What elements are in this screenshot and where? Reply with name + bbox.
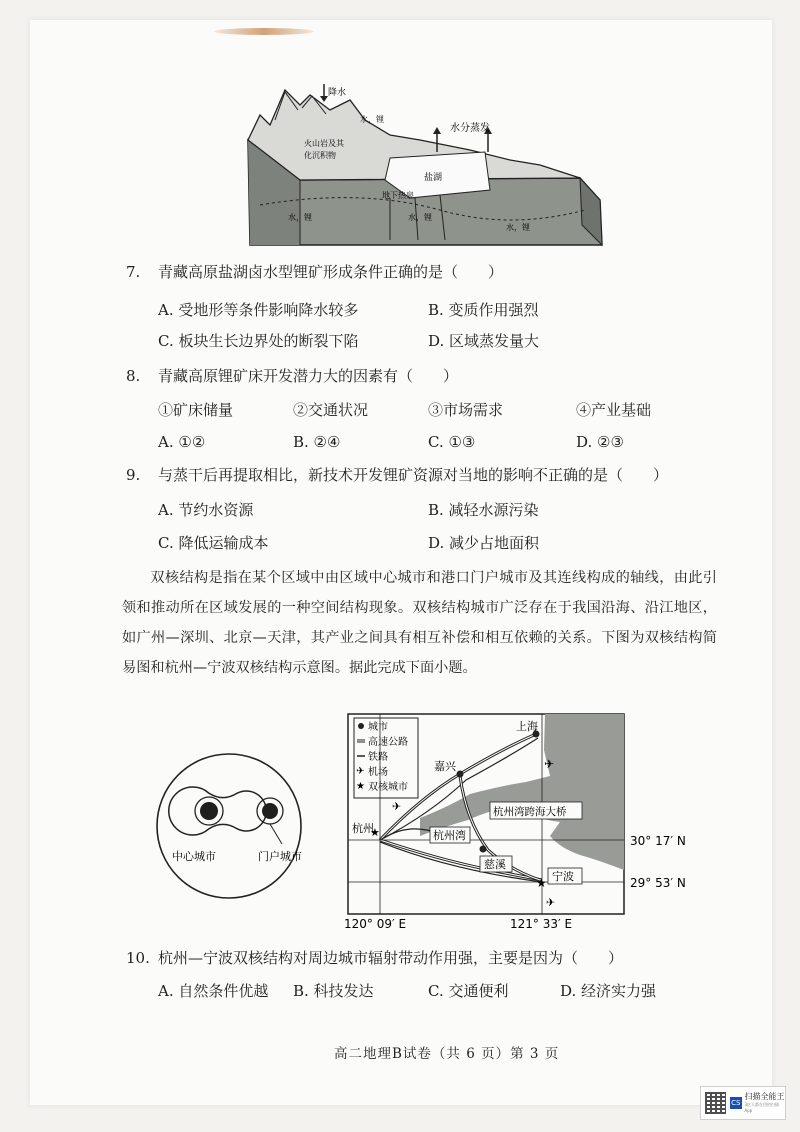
- q8-factor-2: ②交通状况: [293, 401, 369, 419]
- dual-core-schematic: [140, 740, 320, 925]
- label-evaporation: 水分蒸发: [450, 123, 490, 134]
- lat-bottom-label: 29° 53′ N: [630, 876, 686, 890]
- question-8-number: 8.: [126, 367, 141, 385]
- q9-option-a[interactable]: A. 节约水资源: [158, 501, 254, 519]
- q7-option-c[interactable]: C. 板块生长边界处的断裂下陷: [158, 332, 359, 350]
- scanner-badge: [700, 1086, 786, 1120]
- q8-option-b[interactable]: B. ②④: [293, 433, 341, 451]
- q9-option-b[interactable]: B. 减轻水源污染: [428, 501, 539, 519]
- legend-highway-label: 高速公路: [368, 737, 408, 748]
- question-10: [126, 948, 623, 968]
- question-9: [126, 465, 668, 485]
- salt-lake-block-diagram: [240, 80, 605, 250]
- legend-airport-label: 机场: [368, 767, 388, 778]
- label-groundwater: 地下热泉: [382, 191, 414, 200]
- label-water-lithium-right: 水，锂: [506, 223, 530, 232]
- label-water-lithium-left: 水，锂: [288, 213, 312, 222]
- q7-option-a[interactable]: A. 受地形等条件影响降水较多: [158, 301, 359, 319]
- airport-icon-ningbo: ✈: [546, 896, 556, 909]
- question-9-text: 与蒸干后再提取相比，新技术开发锂矿资源对当地的影响不正确的是（ ）: [158, 466, 669, 484]
- jiaxing-label: 嘉兴: [434, 760, 456, 773]
- lon-left-label: 120° 09′ E: [344, 917, 407, 930]
- scan-smudge: [214, 28, 314, 35]
- question-8: [126, 366, 458, 386]
- label-weathering: 化沉积物: [304, 151, 336, 160]
- q10-option-d[interactable]: D. 经济实力强: [560, 982, 657, 1000]
- airport-icon-shanghai: ✈: [544, 757, 555, 771]
- question-8-text: 青藏高原锂矿床开发潜力大的因素有（ ）: [158, 367, 459, 385]
- ningbo-star-icon: ★: [536, 876, 547, 890]
- dual-core-passage: 双核结构是指在某个区域中由区域中心城市和港口门户城市及其连线构成的轴线，由此引领和推动所在区域发展的一种空间结构现象。双核结构城市广泛存在于我国沿海、沿江地区，如广州—深圳、北京—天津，其产业之间具有相互补偿和相互依赖的关系。下图为双核结构简易图和杭州—宁波双核结构示意图。据此完成下面小题。: [122, 570, 717, 676]
- question-9-number: 9.: [126, 466, 141, 484]
- jiaxing-marker: [457, 771, 464, 778]
- q7-option-b[interactable]: B. 变质作用强烈: [428, 301, 539, 319]
- q8-factor-4: ④产业基础: [576, 401, 652, 419]
- q8-factor-1: ①矿床储量: [158, 401, 234, 419]
- q8-option-c[interactable]: C. ①③: [428, 433, 476, 451]
- q10-option-c[interactable]: C. 交通便利: [428, 982, 509, 1000]
- cixi-label: 慈溪: [484, 858, 506, 871]
- cs-logo-icon: CS: [731, 1099, 741, 1107]
- legend-railway-label: 铁路: [368, 752, 388, 763]
- qr-code-icon: [705, 1092, 726, 1114]
- badge-title: 扫描全能王: [744, 1092, 785, 1101]
- q10-option-a[interactable]: A. 自然条件优越: [158, 982, 269, 1000]
- legend-double-core-label: 双核城市: [368, 782, 408, 793]
- center-city-label: 中心城市: [172, 850, 216, 863]
- hangzhou-star-icon: ★: [370, 826, 380, 839]
- cixi-marker: [480, 846, 487, 853]
- lat-top-label: 30° 17′ N: [630, 834, 686, 848]
- bridge-label: 杭州湾跨海大桥: [493, 806, 567, 818]
- q10-option-b[interactable]: B. 科技发达: [293, 982, 374, 1000]
- ningbo-label: 宁波: [552, 870, 574, 883]
- bay-label: 杭州湾: [433, 829, 466, 842]
- legend-city-label: 城市: [368, 722, 388, 733]
- q8-factor-3: ③市场需求: [428, 401, 504, 419]
- question-10-number: 10.: [126, 949, 150, 967]
- page-footer: 高二地理B试卷（共 6 页）第 3 页: [334, 1046, 560, 1062]
- gateway-city-label: 门户城市: [258, 850, 302, 863]
- label-precipitation: 降水: [328, 88, 347, 98]
- legend-city-icon: [358, 723, 364, 729]
- q8-option-a[interactable]: A. ①②: [158, 433, 206, 451]
- badge-subtitle: 3亿人都在用的扫描App: [744, 1102, 780, 1113]
- question-10-text: 杭州—宁波双核结构对周边城市辐射带动作用强，主要是因为（ ）: [158, 949, 624, 967]
- question-7-number: 7.: [126, 263, 141, 281]
- label-salt-lake: 盐湖: [424, 173, 443, 183]
- label-volcanic: 火山岩及其: [304, 139, 344, 148]
- label-water-lithium-mid: 水，锂: [408, 213, 432, 222]
- shanghai-label: 上海: [516, 720, 538, 733]
- hangzhou-label: 杭州: [352, 822, 374, 835]
- q8-option-d[interactable]: D. ②③: [576, 433, 624, 451]
- q7-option-d[interactable]: D. 区域蒸发量大: [428, 332, 540, 350]
- q9-option-d[interactable]: D. 减少占地面积: [428, 534, 540, 552]
- hangzhou-ningbo-map: [340, 710, 700, 930]
- legend-double-core-icon: ★: [356, 781, 365, 792]
- label-water-lithium-top: 水，锂: [360, 115, 384, 124]
- lon-right-label: 121° 33′ E: [510, 917, 573, 930]
- question-7-text: 青藏高原盐湖卤水型锂矿形成条件正确的是（ ）: [158, 263, 504, 281]
- airport-icon-hangzhou: ✈: [392, 800, 402, 813]
- q9-option-c[interactable]: C. 降低运输成本: [158, 534, 269, 552]
- legend-airport-icon: ✈: [356, 766, 365, 777]
- question-7: [126, 262, 503, 282]
